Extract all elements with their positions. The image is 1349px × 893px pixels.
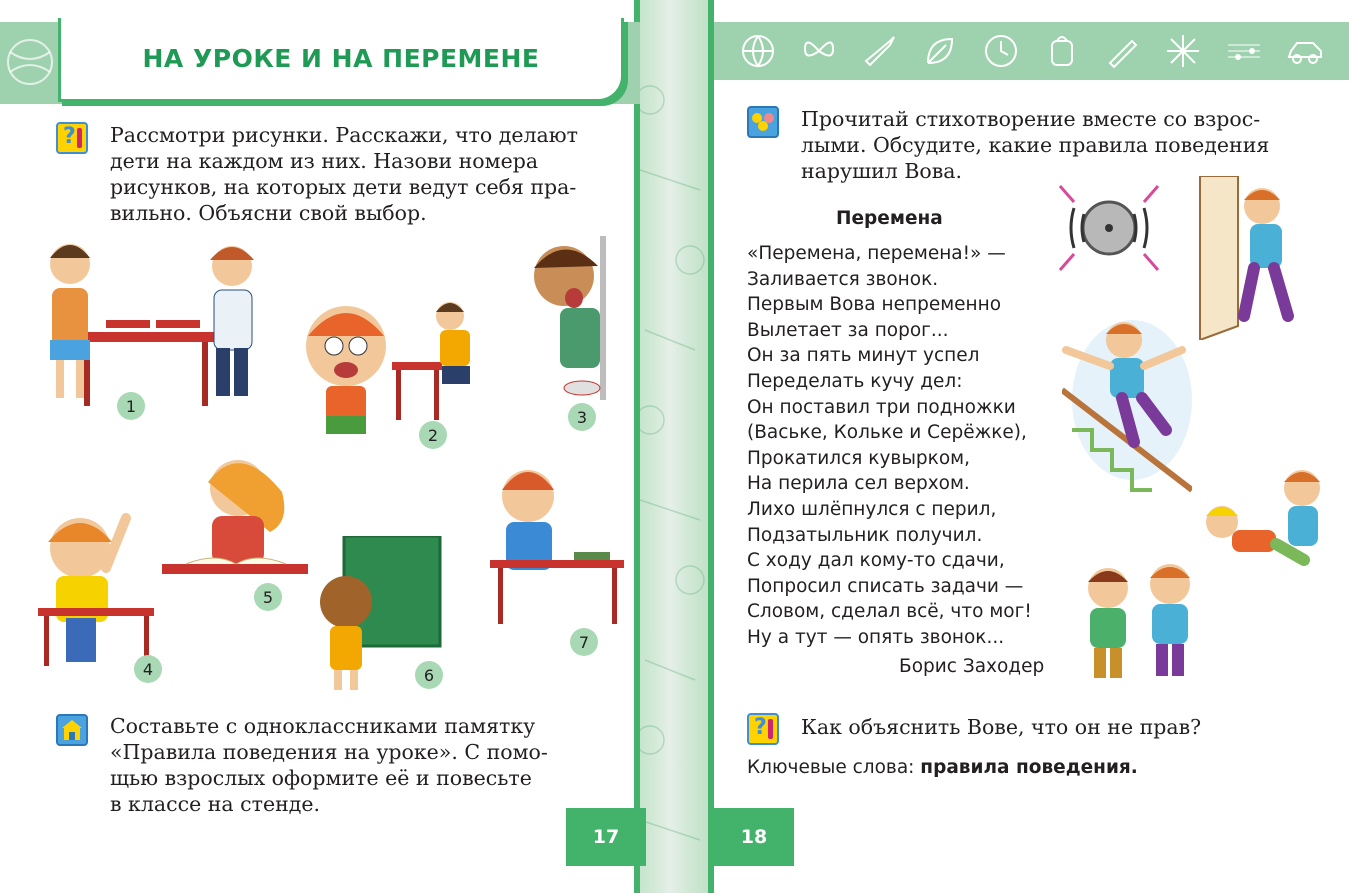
task2-line: Составьте с одноклассниками памятку	[110, 714, 536, 738]
picture-number: 7	[570, 628, 598, 656]
poem-line: Ну а тут — опять звонок...	[747, 626, 1005, 648]
chapter-title: НА УРОКЕ И НА ПЕРЕМЕНЕ	[142, 44, 540, 73]
ball-pattern-icon	[0, 22, 60, 104]
chapter-title-box	[58, 18, 624, 102]
poem-line: Лихо шлёпнулся с перил,	[747, 498, 997, 520]
clock-icon	[981, 31, 1021, 71]
rocket-icon	[860, 31, 900, 71]
picture-1-icon	[36, 236, 266, 416]
task2-line: щью взрослых оформите её и повесьте	[110, 766, 532, 790]
picture-number: 6	[415, 661, 443, 689]
question-pencil-icon: ?	[747, 713, 779, 745]
picture-number: 3	[568, 403, 596, 431]
picture-3-icon	[520, 236, 620, 400]
picture-number: 2	[419, 421, 447, 449]
poem-line: «Перемена, перемена!» —	[747, 243, 1006, 264]
poem-line: Переделать кучу дел:	[747, 370, 963, 392]
butterfly-icon	[799, 31, 839, 71]
boys-tripping-icon	[1198, 460, 1328, 580]
question-text: Как объяснить Вове, что он не прав?	[801, 715, 1202, 739]
picture-7-icon	[488, 460, 626, 630]
task1-line: вильно. Объясни свой выбор.	[110, 201, 427, 225]
poem-line: Заливается звонок.	[747, 268, 939, 290]
boy-running-door-icon	[1198, 176, 1310, 340]
picture-number: 5	[254, 583, 282, 611]
task2-line: в классе на стенде.	[110, 792, 321, 816]
intro-line: Прочитай стихотворение вместе со взрос-	[801, 107, 1261, 131]
task1-line: Рассмотри рисунки. Расскажи, что делают	[110, 123, 578, 147]
keywords-label: Ключевые слова:	[747, 757, 915, 778]
task1-text	[110, 122, 606, 226]
keywords	[747, 757, 1138, 778]
people-icon	[747, 106, 779, 138]
poem-title: Перемена	[836, 208, 943, 229]
page-number-left: 17	[566, 808, 646, 866]
poem-line: Он поставил три подножки	[747, 396, 1016, 418]
poem-line: Первым Вова непременно	[747, 294, 1002, 316]
globe-icon	[738, 31, 778, 71]
boys-fighting-icon	[1076, 560, 1202, 684]
task1-line: рисунков, на которых дети ведут себя пра-	[110, 175, 577, 199]
intro-text	[801, 106, 1298, 184]
backpack-icon	[1042, 31, 1082, 71]
header-band-right	[714, 22, 1349, 80]
intro-line: нарушил Вова.	[801, 159, 963, 183]
keywords-value: правила поведения.	[920, 757, 1138, 778]
picture-number: 4	[134, 655, 162, 683]
poem-line: С ходу дал кому-то сдачи,	[747, 550, 1005, 572]
picture-2-icon	[292, 296, 512, 446]
poem-line: Попросил списать задачи —	[747, 575, 1024, 597]
task2-text	[110, 713, 606, 817]
poem	[747, 241, 1032, 651]
car-icon	[1285, 31, 1325, 71]
poem-line: Вылетает за порог...	[747, 319, 949, 341]
poem-line: Он за пять минут успел	[747, 345, 980, 367]
task2-line: «Правила поведения на уроке». С помо-	[110, 740, 548, 764]
leaf-icon	[920, 31, 960, 71]
poem-line: (Ваське, Кольке и Серёжке),	[747, 422, 1027, 444]
page-number-right: 18	[714, 808, 794, 866]
picture-5-icon	[160, 452, 310, 588]
task1-line: дети на каждом из них. Назови номера	[110, 149, 539, 173]
poem-line: На перила сел верхом.	[747, 473, 970, 495]
picture-4-icon	[36, 508, 160, 668]
music-notes-icon	[1224, 31, 1264, 71]
house-icon	[56, 714, 88, 746]
poem-line: Прокатился кувырком,	[747, 447, 970, 469]
poem-line: Подзатыльник получил.	[747, 524, 983, 546]
boy-railing-icon	[1062, 310, 1192, 500]
picture-number: 1	[117, 392, 145, 420]
pen-icon	[1102, 31, 1142, 71]
bell-icon	[1054, 178, 1164, 278]
intro-line: лыми. Обсудите, какие правила поведения	[801, 133, 1270, 157]
question-pencil-icon: ?	[56, 122, 88, 154]
poem-line: Словом, сделал всё, что мог!	[747, 601, 1032, 623]
poem-author: Борис Заходер	[899, 656, 1045, 677]
snowflake-icon	[1163, 31, 1203, 71]
